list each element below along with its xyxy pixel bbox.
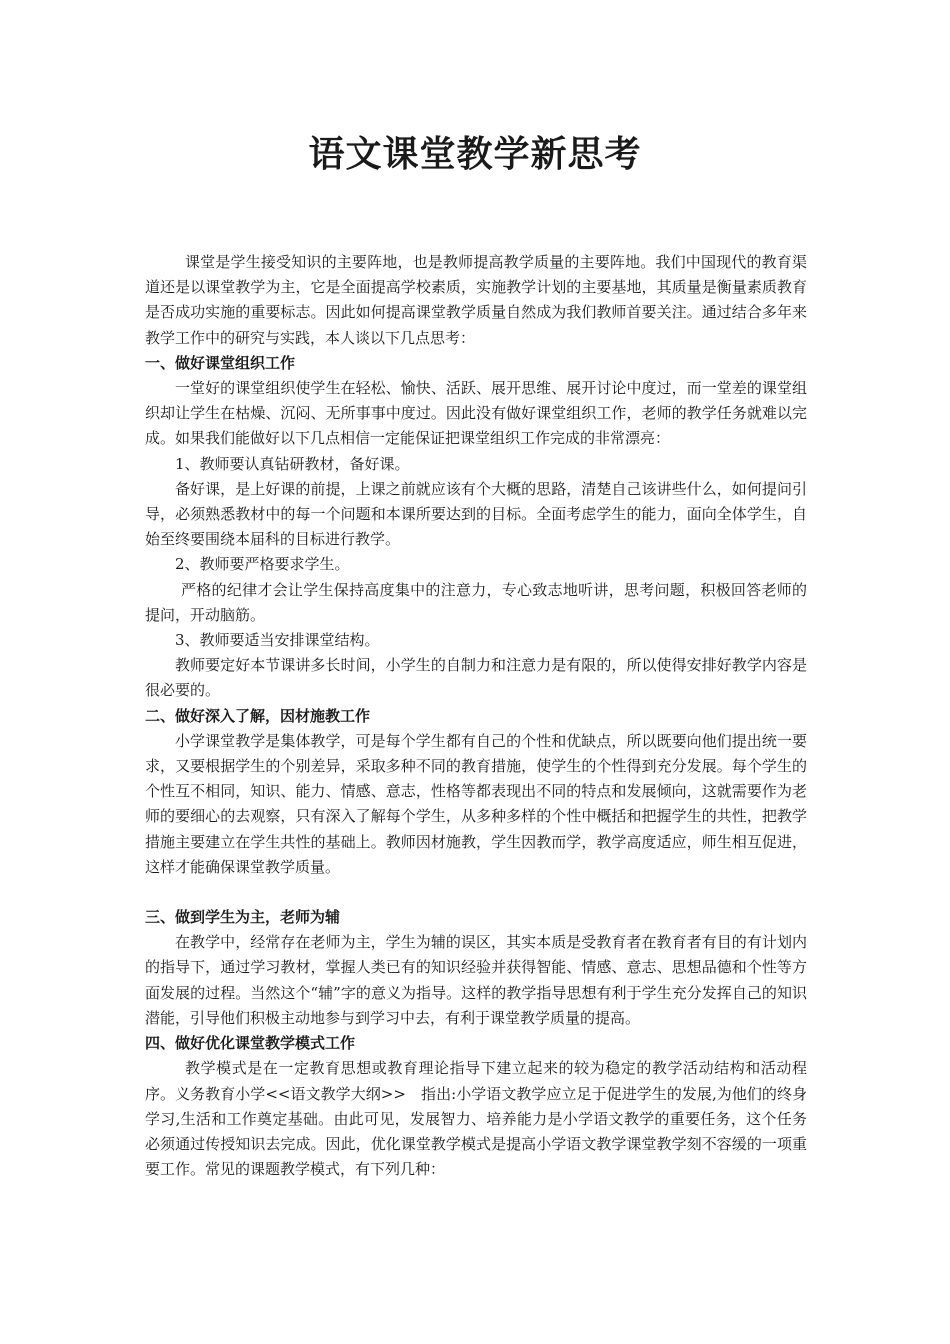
section-heading-1: 一、做好课堂组织工作 (145, 353, 296, 372)
section4-paragraph: 教学模式是在一定教育思想或教育理论指导下建立起来的较为稳定的教学活动结构和活动程序。义务教育小学<<语文教学大纲>> 指出:小学语文教学应立足于促进学生的发展,为他们的终身学习,生活和工作奠定基础。由此可见，发展智力、培养能力是小学语文教学的重要任务，这个任务必须通过传授知识去完成。因此，优化课堂教学模式是提高小学语文教学课堂教学刻不容缓的一项重要工作。常见的课题教学模式，有下列几种： (145, 1059, 807, 1179)
section-heading-3: 三、做到学生为主，老师为辅 (145, 908, 341, 927)
section1-item2: 2、教师要严格要求学生。 (175, 555, 350, 574)
section-spacer (145, 880, 807, 905)
section1-item2-text: 严格的纪律才会让学生保持高度集中的注意力，专心致志地听讲，思考问题，积极回答老师的提问，开动脑筋。 (145, 580, 807, 624)
section1-item1-text: 备好课，是上好课的前提，上课之前就应该有个大概的思路，清楚自己该讲些什么，如何提问引导，必须熟悉教材中的每一个问题和本课所要达到的目标。全面考虑学生的能力，面向全体学生，自始至终要围绕本届科的目标进行教学。 (145, 479, 807, 549)
document-body (145, 250, 807, 1182)
section-heading-2: 二、做好深入了解，因材施教工作 (145, 706, 371, 725)
section2-paragraph: 小学课堂教学是集体教学，可是每个学生都有自己的个性和优缺点，所以既要向他们提出统一要求，又要根据学生的个别差异，采取多种不同的教育措施，使学生的个性得到充分发展。每个学生的个性互不相同，知识、能力、情感、意志，性格等都表现出不同的特点和发展倾向，这就需要作为老师的要细心的去观察，只有深入了解每个学生，从多种多样的个性中概括和把握学生的共性，把教学措施主要建立在学生共性的基础上。教师因材施教，学生因教而学，教学高度适应，师生相互促进，这样才能确保课堂教学质量。 (145, 731, 807, 876)
section1-item3: 3、教师要适当安排课堂结构。 (175, 631, 380, 650)
section3-paragraph: 在教学中，经常存在老师为主，学生为辅的误区，其实本质是受教育者在教育者有目的有计划内的指导下，通过学习教材，掌握人类已有的知识经验并获得智能、情感、意志、思想品德和个性等方面发展的过程。当然这个“辅”字的意义为指导。这样的教学指导思想有利于学生充分发挥自己的知识潜能，引导他们积极主动地参与到学习中去，有利于课堂教学质量的提高。 (145, 933, 807, 1027)
section1-item3-text: 教师要定好本节课讲多长时间，小学生的自制力和注意力是有限的，所以使得安排好教学内容是很必要的。 (145, 656, 807, 700)
intro-paragraph: 课堂是学生接受知识的主要阵地，也是教师提高教学质量的主要阵地。我们中国现代的教育渠道还是以课堂教学为主，它是全面提高学校素质，实施教学计划的主要基地，其质量是衡量素质教育是否成功实施的重要标志。因此如何提高课堂教学质量自然成为我们教师首要关注。通过结合多年来教学工作中的研究与实践，本人谈以下几点思考： (145, 253, 807, 347)
document-title: 语文课堂教学新思考 (308, 133, 642, 175)
section1-item1: 1、教师要认真钻研教材，备好课。 (175, 454, 410, 473)
section1-paragraph: 一堂好的课堂组织使学生在轻松、愉快、活跃、展开思维、展开讨论中度过，而一堂差的课堂组织却让学生在枯燥、沉闷、无所事事中度过。因此没有做好课堂组织工作，老师的教学任务就难以完成。如果我们能做好以下几点相信一定能保证把课堂组织工作完成的非常漂亮： (145, 379, 807, 448)
section-heading-4: 四、做好优化课堂教学模式工作 (145, 1034, 356, 1053)
